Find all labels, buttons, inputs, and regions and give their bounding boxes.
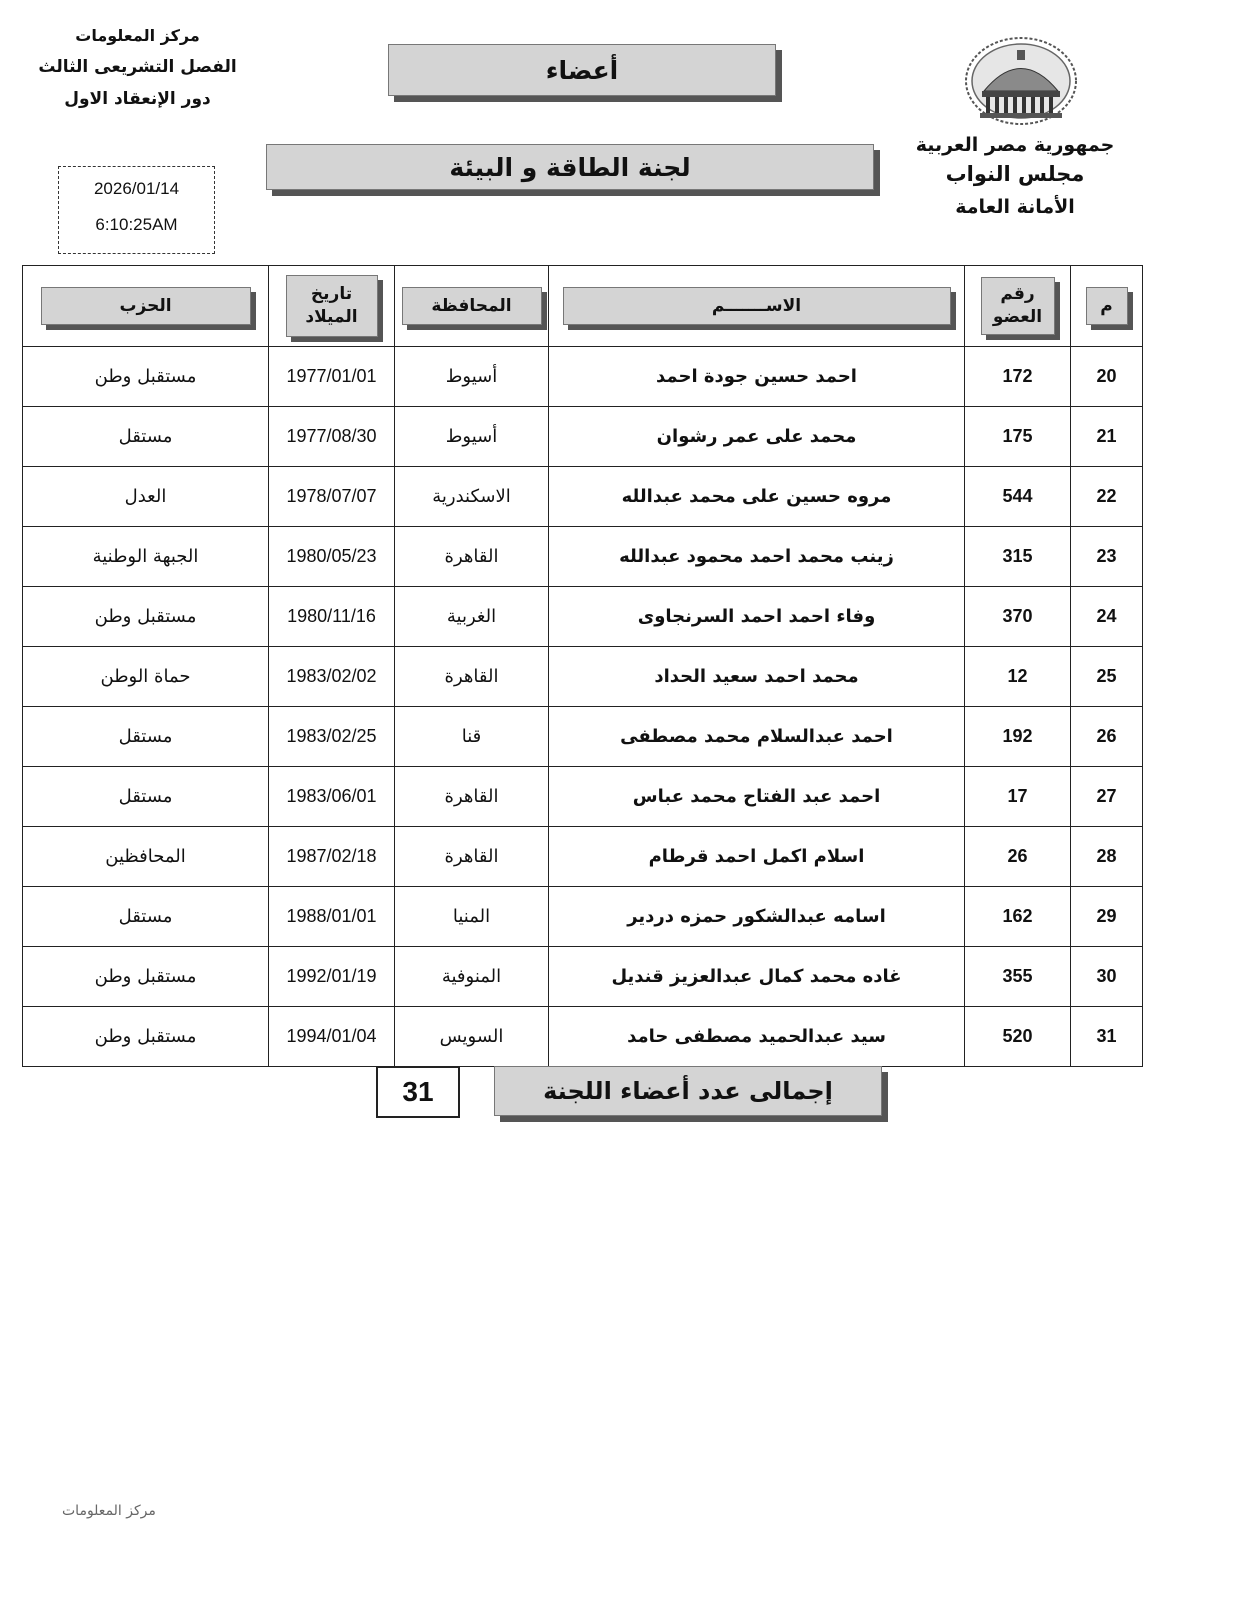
table-row bbox=[23, 347, 1143, 407]
cell-name: محمد احمد سعيد الحداد bbox=[549, 647, 965, 707]
cell-governorate: أسيوط bbox=[395, 407, 549, 467]
cell-birth-date: 1980/11/16 bbox=[269, 587, 395, 647]
cell-party: مستقبل وطن bbox=[23, 347, 269, 407]
cell-seq: 30 bbox=[1071, 947, 1143, 1007]
cell-name: مروه حسين على محمد عبدالله bbox=[549, 467, 965, 527]
legislative-term-label: الفصل التشريعى الثالث bbox=[38, 57, 237, 77]
table-row bbox=[23, 527, 1143, 587]
cell-seq: 27 bbox=[1071, 767, 1143, 827]
cell-party: مستقل bbox=[23, 707, 269, 767]
cell-party: العدل bbox=[23, 467, 269, 527]
country-name: جمهورية مصر العربية bbox=[915, 134, 1115, 156]
cell-birth-date: 1977/08/30 bbox=[269, 407, 395, 467]
header-party: الحزب bbox=[23, 266, 269, 347]
table-row bbox=[23, 467, 1143, 527]
cell-name: اسلام اكمل احمد قرطام bbox=[549, 827, 965, 887]
cell-member-no: 175 bbox=[965, 407, 1071, 467]
cell-party: مستقبل وطن bbox=[23, 587, 269, 647]
cell-governorate: القاهرة bbox=[395, 527, 549, 587]
print-date: 2026/01/14 bbox=[93, 179, 180, 198]
cell-member-no: 520 bbox=[965, 1007, 1071, 1067]
cell-birth-date: 1983/02/02 bbox=[269, 647, 395, 707]
header-member-no bbox=[965, 266, 1071, 347]
cell-party: الجبهة الوطنية bbox=[23, 527, 269, 587]
table-row bbox=[23, 767, 1143, 827]
cell-member-no: 370 bbox=[965, 587, 1071, 647]
total-members-label: إجمالى عدد أعضاء اللجنة bbox=[543, 1077, 833, 1105]
cell-name: اسامه عبدالشكور حمزه دردير bbox=[549, 887, 965, 947]
total-members-count: 31 bbox=[376, 1066, 460, 1118]
cell-birth-date: 1987/02/18 bbox=[269, 827, 395, 887]
cell-member-no: 162 bbox=[965, 887, 1071, 947]
cell-seq: 23 bbox=[1071, 527, 1143, 587]
cell-birth-date: 1994/01/04 bbox=[269, 1007, 395, 1067]
header-member-no-line1: رقم bbox=[1000, 284, 1035, 305]
committee-title: لجنة الطاقة و البيئة bbox=[449, 152, 691, 182]
table-row bbox=[23, 1007, 1143, 1067]
header-name: الاســـــــم bbox=[549, 266, 965, 347]
header-right bbox=[910, 134, 1120, 218]
cell-member-no: 355 bbox=[965, 947, 1071, 1007]
print-timestamp-box bbox=[58, 166, 215, 254]
cell-birth-date: 1977/01/01 bbox=[269, 347, 395, 407]
cell-party: حماة الوطن bbox=[23, 647, 269, 707]
cell-party: مستقل bbox=[23, 407, 269, 467]
cell-birth-date: 1983/06/01 bbox=[269, 767, 395, 827]
cell-governorate: أسيوط bbox=[395, 347, 549, 407]
members-table bbox=[22, 265, 1143, 1067]
parliament-dome-emblem-icon bbox=[962, 36, 1080, 126]
table-body bbox=[23, 347, 1143, 1067]
header-birth-line1: تاريخ bbox=[310, 284, 353, 305]
cell-member-no: 12 bbox=[965, 647, 1071, 707]
header-birth-line2: الميلاد bbox=[305, 307, 358, 327]
cell-name: زينب محمد احمد محمود عبدالله bbox=[549, 527, 965, 587]
cell-name: وفاء احمد احمد السرنجاوى bbox=[549, 587, 965, 647]
cell-governorate: القاهرة bbox=[395, 767, 549, 827]
cell-member-no: 172 bbox=[965, 347, 1071, 407]
cell-governorate: المنيا bbox=[395, 887, 549, 947]
cell-governorate: السويس bbox=[395, 1007, 549, 1067]
cell-birth-date: 1992/01/19 bbox=[269, 947, 395, 1007]
cell-governorate: قنا bbox=[395, 707, 549, 767]
header-member-no-line2: العضو bbox=[992, 307, 1043, 327]
cell-birth-date: 1983/02/25 bbox=[269, 707, 395, 767]
footer-info-center: مركز المعلومات bbox=[62, 1503, 156, 1519]
cell-party: مستقل bbox=[23, 767, 269, 827]
header-seq: م bbox=[1071, 266, 1143, 347]
total-members-label-box bbox=[494, 1066, 882, 1116]
cell-name: غاده محمد كمال عبدالعزيز قنديل bbox=[549, 947, 965, 1007]
cell-name: احمد عبد الفتاح محمد عباس bbox=[549, 767, 965, 827]
cell-member-no: 17 bbox=[965, 767, 1071, 827]
cell-governorate: الاسكندرية bbox=[395, 467, 549, 527]
table-row bbox=[23, 947, 1143, 1007]
header-governorate: المحافظة bbox=[395, 266, 549, 347]
cell-birth-date: 1980/05/23 bbox=[269, 527, 395, 587]
cell-birth-date: 1978/07/07 bbox=[269, 467, 395, 527]
cell-governorate: القاهرة bbox=[395, 827, 549, 887]
cell-name: احمد حسين جودة احمد bbox=[549, 347, 965, 407]
cell-seq: 22 bbox=[1071, 467, 1143, 527]
cell-birth-date: 1988/01/01 bbox=[269, 887, 395, 947]
cell-seq: 21 bbox=[1071, 407, 1143, 467]
cell-seq: 24 bbox=[1071, 587, 1143, 647]
cell-party: مستقل bbox=[23, 887, 269, 947]
table-row bbox=[23, 587, 1143, 647]
page-title: أعضاء bbox=[545, 55, 619, 85]
header-left bbox=[30, 26, 245, 109]
cell-member-no: 544 bbox=[965, 467, 1071, 527]
cell-name: احمد عبدالسلام محمد مصطفى bbox=[549, 707, 965, 767]
cell-seq: 26 bbox=[1071, 707, 1143, 767]
cell-name: محمد على عمر رشوان bbox=[549, 407, 965, 467]
cell-name: سيد عبدالحميد مصطفى حامد bbox=[549, 1007, 965, 1067]
cell-seq: 28 bbox=[1071, 827, 1143, 887]
cell-governorate: المنوفية bbox=[395, 947, 549, 1007]
cell-seq: 25 bbox=[1071, 647, 1143, 707]
cell-party: مستقبل وطن bbox=[23, 1007, 269, 1067]
cell-party: مستقبل وطن bbox=[23, 947, 269, 1007]
cell-member-no: 26 bbox=[965, 827, 1071, 887]
cell-governorate: الغربية bbox=[395, 587, 549, 647]
cell-party: المحافظين bbox=[23, 827, 269, 887]
cell-member-no: 192 bbox=[965, 707, 1071, 767]
cell-member-no: 315 bbox=[965, 527, 1071, 587]
cell-seq: 31 bbox=[1071, 1007, 1143, 1067]
secretariat-name: الأمانة العامة bbox=[955, 196, 1075, 218]
table-row bbox=[23, 887, 1143, 947]
table-row bbox=[23, 407, 1143, 467]
cell-governorate: القاهرة bbox=[395, 647, 549, 707]
info-center-label: مركز المعلومات bbox=[75, 26, 200, 45]
council-name: مجلس النواب bbox=[945, 162, 1085, 186]
print-time: 6:10:25AM bbox=[95, 215, 178, 234]
cell-seq: 20 bbox=[1071, 347, 1143, 407]
table-row bbox=[23, 647, 1143, 707]
table-header-row bbox=[23, 266, 1143, 347]
page-title-box bbox=[388, 44, 776, 96]
header-birth-date bbox=[269, 266, 395, 347]
cell-seq: 29 bbox=[1071, 887, 1143, 947]
table-row bbox=[23, 707, 1143, 767]
table-row bbox=[23, 827, 1143, 887]
committee-title-box bbox=[266, 144, 874, 190]
session-label: دور الإنعقاد الاول bbox=[64, 89, 211, 109]
